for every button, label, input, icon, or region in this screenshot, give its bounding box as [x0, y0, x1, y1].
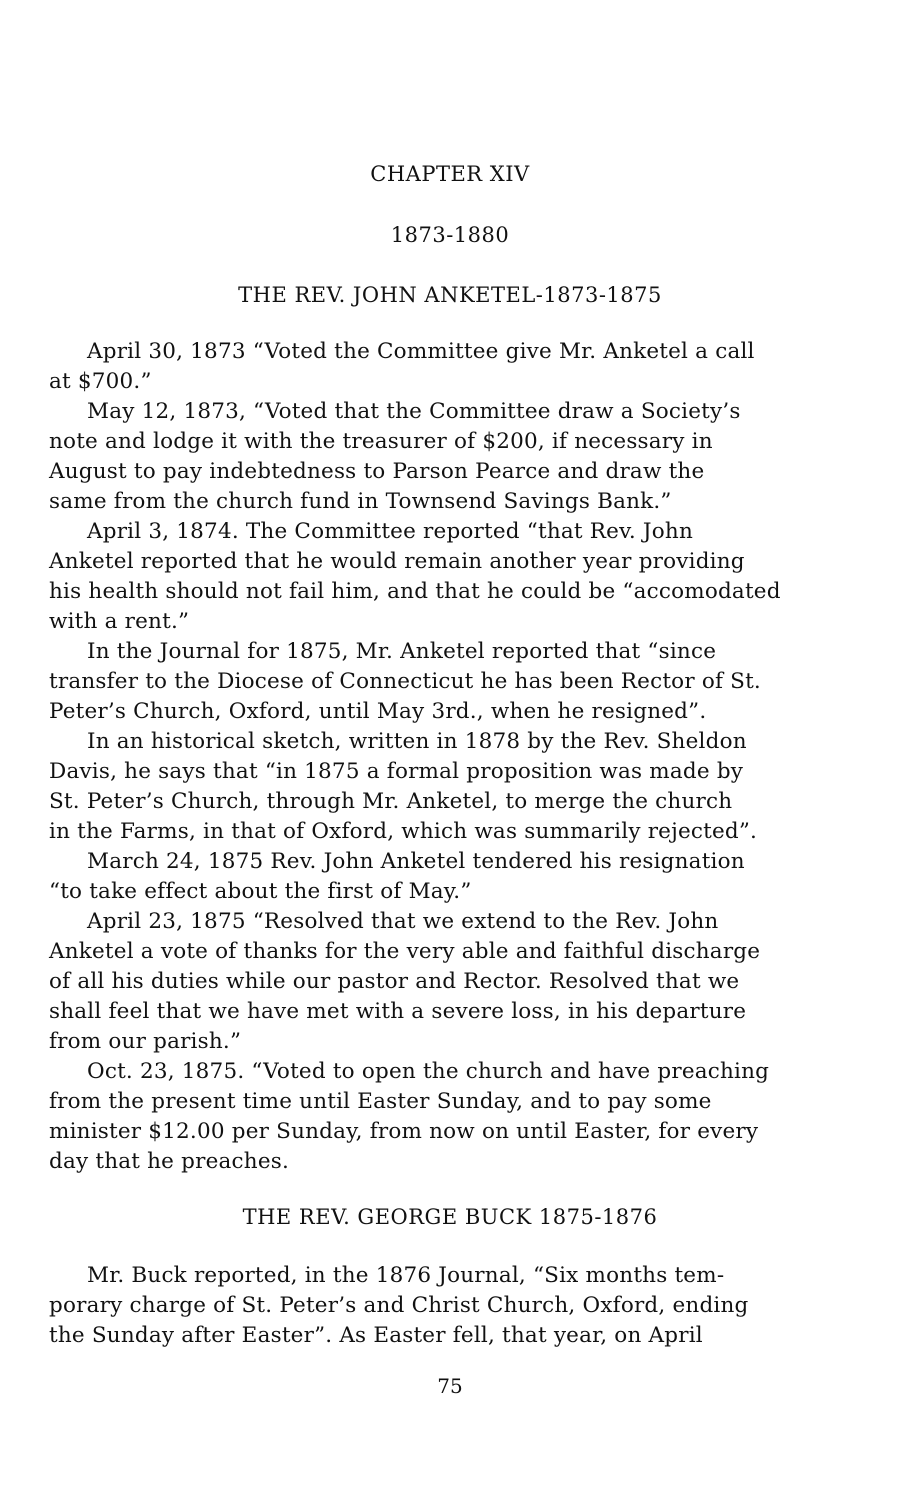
page-number: 75 [437, 1374, 463, 1398]
text-line: with a rent.” [49, 609, 190, 634]
text-line: from the present time until Easter Sunday, and to pay some [49, 1089, 712, 1114]
text-line: shall feel that we have met with a severe loss, in his departure [49, 999, 747, 1024]
text-line: May 12, 1873, “Voted that the Committee draw a Society’s [87, 399, 741, 424]
text-line: the Sunday after Easter”. As Easter fell, that year, on April [49, 1323, 703, 1348]
text-line: April 30, 1873 “Voted the Committee give Mr. Anketel a call [87, 339, 755, 364]
text-line: in the Farms, in that of Oxford, which was summarily rejected”. [49, 819, 758, 844]
text-line: note and lodge it with the treasurer of $200, if necessary in [49, 429, 713, 454]
text-line: day that he preaches. [49, 1149, 290, 1174]
section-heading-anketel: THE REV. JOHN ANKETEL-1873-1875 [238, 283, 662, 307]
text-line: March 24, 1875 Rev. John Anketel tendered his resignation [87, 849, 745, 874]
text-line: porary charge of St. Peter’s and Christ Church, Oxford, ending [49, 1293, 749, 1318]
text-line: April 3, 1874. The Committee reported “that Rev. John [87, 519, 693, 544]
text-line: “to take effect about the first of May.” [49, 879, 472, 904]
text-line: Davis, he says that “in 1875 a formal proposition was made by [49, 759, 744, 784]
text-line: Mr. Buck reported, in the 1876 Journal, “Six months tem- [87, 1263, 725, 1288]
chapter-years: 1873-1880 [390, 223, 510, 247]
text-line: April 23, 1875 “Resolved that we extend to the Rev. John [87, 909, 719, 934]
text-line: his health should not fail him, and that he could be “accomodated [49, 579, 781, 604]
text-line: transfer to the Diocese of Connecticut he has been Rector of St. [49, 669, 761, 694]
text-line: St. Peter’s Church, through Mr. Anketel, to merge the church [49, 789, 733, 814]
text-line: In the Journal for 1875, Mr. Anketel reported that “since [87, 639, 717, 664]
text-line: same from the church fund in Townsend Savings Bank.” [49, 489, 672, 514]
text-line: Anketel a vote of thanks for the very able and faithful discharge [49, 939, 761, 964]
text-line: Peter’s Church, Oxford, until May 3rd., when he resigned”. [49, 699, 707, 724]
text-line: Anketel reported that he would remain another year providing [49, 549, 745, 574]
text-line: at $700.” [49, 369, 152, 394]
text-line: of all his duties while our pastor and Rector. Resolved that we [49, 969, 740, 994]
text-line: from our parish.” [49, 1029, 242, 1054]
text-line: In an historical sketch, written in 1878 by the Rev. Sheldon [87, 729, 747, 754]
chapter-title: CHAPTER XIV [370, 162, 530, 186]
text-line: August to pay indebtedness to Parson Pearce and draw the [49, 459, 705, 484]
section-heading-buck: THE REV. GEORGE BUCK 1875-1876 [242, 1205, 658, 1229]
text-line: minister $12.00 per Sunday, from now on until Easter, for every [49, 1119, 759, 1144]
text-line: Oct. 23, 1875. “Voted to open the church and have preaching [87, 1059, 770, 1084]
